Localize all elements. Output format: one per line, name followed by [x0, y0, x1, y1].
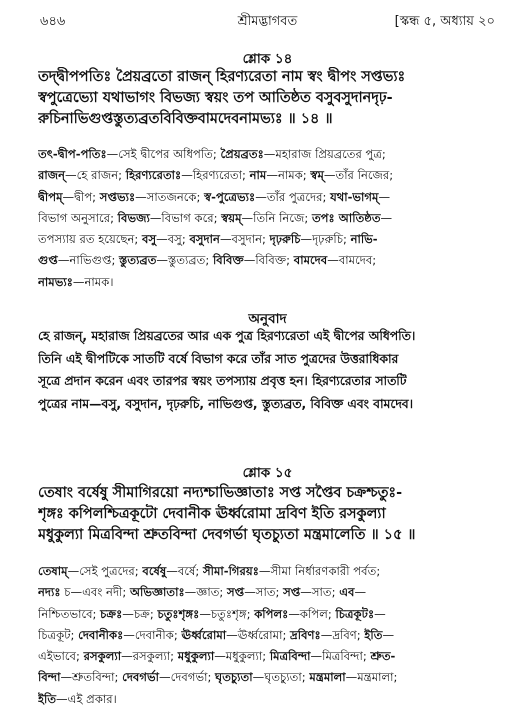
term-meaning: —সাত; [244, 585, 284, 600]
verse-14-heading: শ্লোক ১৪ [242, 51, 293, 67]
sanskrit-term: নদ্যঃ [38, 585, 61, 600]
synonym-line [38, 144, 497, 165]
synonym-line [38, 625, 497, 646]
sanskrit-term: বর্ষেষু [142, 564, 167, 578]
term-meaning: —চতুঃশৃঙ্গ; [199, 606, 255, 621]
sanskrit-term: সপ্ত [227, 585, 245, 600]
verse-line: স্বপুত্রেভ্যো যথাভাগং বিভজ্য স্বয়ং তপ আতিষ্ঠত বসুবসুদানদৃঢ়- [38, 90, 393, 106]
sanskrit-term: গুপ্ত [38, 253, 58, 268]
term-meaning: —শ্রুতবিন্দা; [60, 670, 123, 685]
term-meaning: —হিরণ্যরেতা; [181, 168, 250, 183]
verse-14-translation [38, 325, 499, 415]
verse-line: তদ্দ্বীপপতিঃ প্রৈয়ব্রতো রাজন্ হিরণ্যরেতা নাম স্বং দ্বীপং সপ্তভ্যঃ [38, 69, 406, 85]
sanskrit-term: চতুঃশৃঙ্গঃ [157, 606, 200, 621]
term-meaning: —সেই দ্বীপের অধিপতি; [106, 147, 221, 161]
term-meaning: — [380, 210, 393, 225]
sanskrit-term: দ্বীপম্ [38, 189, 63, 204]
term-meaning: এইভাবে; [38, 649, 84, 664]
term-meaning: —জ্ঞাত; [184, 585, 228, 600]
sanskrit-term: ইতি [364, 627, 383, 642]
term-meaning: —সাত; [300, 585, 340, 600]
sanskrit-term: দ্রবিণঃ [290, 627, 321, 642]
term-meaning: —এই প্রকার। [56, 691, 117, 706]
sanskrit-term: স্বয়ম্ [221, 210, 242, 225]
sanskrit-term: নাভি- [350, 232, 378, 247]
term-meaning: —হে রাজন; [65, 168, 126, 183]
term-meaning: —মধুকুল্যা; [214, 649, 270, 664]
sanskrit-term: তেষাম্ [38, 564, 68, 578]
verse-14-text [38, 67, 497, 130]
sanskrit-term: স্তুত্যব্রত [119, 253, 157, 268]
running-header [40, 12, 495, 32]
sanskrit-term: দেবগর্ভা [122, 670, 159, 685]
term-meaning: —দ্বীপ; [62, 189, 100, 204]
sanskrit-term: নাম [249, 168, 267, 183]
verse-line: মধুকুল্যা মিত্রবিন্দা শ্রুতবিন্দা দেবগর্ভা ঘৃতচ্যুতা মন্ত্রমালেতি ॥ ১৫ ॥ [38, 527, 416, 543]
term-meaning: —নামক; [266, 168, 311, 183]
sanskrit-term: যথা-ভাগম্ [330, 189, 379, 204]
synonym-line [38, 208, 497, 229]
term-meaning: —সাতজনকে; [135, 189, 205, 204]
sanskrit-term: সপ্তভ্যঃ [99, 189, 136, 204]
term-meaning: —নামক। [72, 274, 114, 289]
sanskrit-term: নামভ্যঃ [38, 274, 73, 289]
sanskrit-term: সীমা-গিরয়ঃ [203, 564, 259, 578]
translation-line: তিনি এই দ্বীপটিকে সাতটি বর্ষে বিভাগ করে তাঁর সাত পুত্রদের উত্তরাধিকার [38, 351, 399, 366]
page-number: ৬৪৬ [40, 14, 66, 29]
term-meaning: — [374, 606, 386, 621]
sanskrit-term: রাজন্ [38, 168, 66, 183]
sanskrit-term: বিভজ্য [117, 210, 150, 225]
synonym-line [38, 250, 497, 271]
term-meaning: —সেই পুত্রদের; [67, 564, 143, 578]
sanskrit-term: রসকুল্যা [83, 649, 122, 664]
sanskrit-term: ঘৃতচ্যুতা [215, 670, 253, 685]
term-meaning: চিত্রকূট; [38, 627, 79, 642]
term-meaning: —ঘৃতচ্যুতা; [252, 670, 310, 685]
term-meaning: —স্তুত্যব্রত; [156, 253, 213, 268]
term-meaning: —মহারাজ প্রিয়ব্রতের পুত্র; [263, 147, 386, 161]
sanskrit-term: দৃঢ়রুচি [269, 232, 301, 247]
verse-line: শৃঙ্গঃ কপিলশ্চিত্রকূটো দেবানীক ঊর্ধ্বরোমা দ্রবিণ ইতি রসকুল্যা [38, 506, 386, 522]
term-meaning: —বামদেব; [327, 253, 377, 268]
sanskrit-term: বিবিক্ত [212, 253, 244, 268]
term-meaning: —বসুদান; [219, 232, 270, 247]
sanskrit-term: বিন্দা [38, 670, 61, 685]
term-meaning: —চক্র; [122, 606, 158, 621]
term-meaning: —বর্ষে; [166, 564, 203, 578]
term-meaning: নিশ্চিতভাবে; [38, 606, 101, 621]
synonym-line [38, 689, 497, 710]
synonym-line [38, 667, 497, 688]
term-meaning: বিভাগ অনুসারে; [38, 210, 118, 225]
synonym-line [38, 604, 497, 625]
verse-line: তেষাং বর্ষেষু সীমাগিরয়ো নদ্যশ্চাভিজ্ঞাতাঃ সপ্ত সপ্তৈব চক্রশ্চতুঃ- [38, 485, 403, 501]
verse-14-synonyms [38, 144, 497, 293]
translation-heading: অনুবাদ [248, 311, 287, 327]
sanskrit-term: মিত্রবিন্দা [269, 649, 311, 664]
sanskrit-term: বসু [142, 232, 157, 247]
sanskrit-term: প্রৈয়ব্রতঃ [220, 147, 264, 161]
book-title: শ্রীমদ্ভাগবত [237, 14, 298, 29]
sanskrit-term: অভিজ্ঞাতাঃ [129, 585, 185, 600]
term-meaning: —সীমা নির্ধারণকারী পর্বত; [258, 564, 381, 578]
term-meaning: — [378, 189, 391, 204]
synonym-line [38, 582, 497, 603]
sanskrit-term: সপ্ত [283, 585, 301, 600]
sanskrit-term: তৎ-দ্বীপ-পতিঃ [38, 147, 107, 161]
synonym-line [38, 646, 497, 667]
term-meaning: তপস্যায় রত হয়েছেন; [38, 232, 143, 247]
sanskrit-term: মন্ত্রমালা [309, 670, 346, 685]
synonym-line [38, 561, 497, 582]
term-meaning: —নাভিগুপ্ত; [57, 253, 120, 268]
term-meaning: —কপিল; [288, 606, 336, 621]
synonym-line [38, 229, 497, 250]
verse-line: রুচিনাভিগুপ্তস্তুত্যব্রতবিবিক্তবামদেবনামভ্যঃ ॥ ১৪ ॥ [38, 111, 333, 127]
sanskrit-term: স্বম্ [310, 168, 324, 183]
sanskrit-term: ইতি [38, 691, 57, 706]
sanskrit-term: চিত্রকূটঃ [335, 606, 375, 621]
sanskrit-term: ঊর্ধ্বরোমা [181, 627, 227, 642]
sanskrit-term: বসুদান [189, 232, 220, 247]
term-meaning: —মিত্রবিন্দা; [310, 649, 371, 664]
verse-15-text [38, 483, 497, 546]
sanskrit-term: কপিলঃ [254, 606, 289, 621]
term-meaning: —ঊর্ধ্বরোমা; [226, 627, 291, 642]
sanskrit-term: তপঃ আতিষ্ঠত [311, 210, 381, 225]
sanskrit-term: শ্রুত- [370, 649, 396, 664]
term-meaning: — [382, 627, 395, 642]
term-meaning: —দেবানীক; [123, 627, 182, 642]
translation-line: হে রাজন্, মহারাজ প্রিয়ব্রতের আর এক পুত্র হিরণ্যরেতা এই দ্বীপের অধিপতি। [38, 329, 416, 343]
term-meaning: —তাঁর পুত্রদের; [255, 189, 331, 204]
sanskrit-term: দেবানীকঃ [78, 627, 124, 642]
sanskrit-term: চক্রঃ [100, 606, 123, 621]
verse-15-synonyms [38, 561, 497, 710]
term-meaning: —বিবিক্ত; [243, 253, 294, 268]
term-meaning: —দৃঢ়রুচি; [300, 232, 351, 247]
chapter-reference: [স্কন্ধ ৫, অধ্যায় ২০ [394, 14, 495, 29]
term-meaning: —রসকুল্যা; [121, 649, 178, 664]
sanskrit-term: স্ব-পুত্রেভ্যঃ [204, 189, 256, 204]
sanskrit-term: বামদেব [293, 253, 328, 268]
translation-line: সূত্রে প্রদান করেন এবং তারপর স্বয়ং তপস্যায় প্রবৃত্ত হন। হিরণ্যরেতার সাতটি [38, 374, 407, 388]
translation-line: পুত্রের নাম—বসু, বসুদান, দৃঢ়রুচি, নাভিগুপ্ত, স্তুত্যব্রত, বিবিক্ত এবং বামদেব। [38, 396, 414, 411]
term-meaning: —দ্রবিণ; [320, 627, 365, 642]
sanskrit-term: হিরণ্যরেতাঃ [125, 168, 182, 183]
term-meaning: —বিভাগ করে; [149, 210, 222, 225]
synonym-line [38, 272, 497, 293]
verse-15-heading: শ্লোক ১৫ [242, 465, 293, 481]
synonym-line [38, 165, 497, 186]
term-meaning: — [354, 585, 367, 600]
term-meaning: চ—এবং নদী; [60, 585, 130, 600]
synonym-line [38, 187, 497, 208]
term-meaning: —তাঁর নিজের; [323, 168, 394, 183]
sanskrit-term: মধুকুল্যা [177, 649, 215, 664]
term-meaning: —দেবগর্ভা; [159, 670, 216, 685]
term-meaning: —তিনি নিজে; [241, 210, 312, 225]
term-meaning: —মন্ত্রমালা; [345, 670, 398, 685]
sanskrit-term: এব [339, 585, 355, 600]
term-meaning: —বসু; [156, 232, 190, 247]
